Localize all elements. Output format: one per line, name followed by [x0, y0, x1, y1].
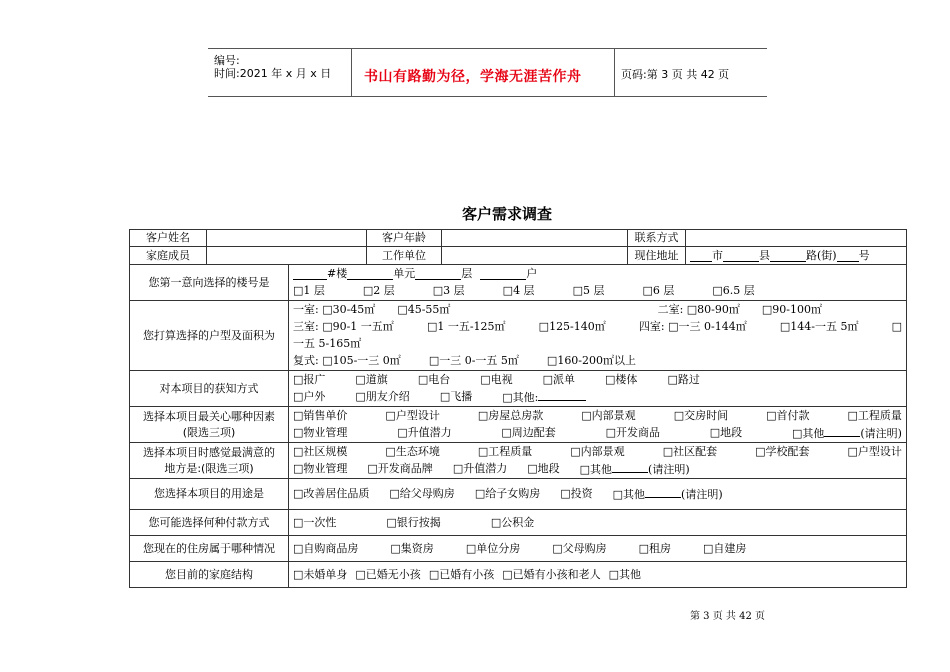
header-top-rule: [208, 48, 767, 49]
family-members-field[interactable]: [207, 247, 367, 265]
building-options: [289, 265, 907, 301]
concern-option[interactable]: □升值潜力: [397, 426, 452, 439]
family-structure-option[interactable]: □已婚有小孩和老人: [502, 567, 601, 581]
source-option[interactable]: □报广: [293, 373, 326, 386]
header-number-label: 编号:: [214, 54, 240, 67]
payment-options: [289, 510, 907, 536]
concern-question-label: [130, 407, 289, 443]
table-row: [130, 230, 907, 247]
table-row: [130, 371, 907, 407]
source-option-other[interactable]: □其他:: [502, 390, 539, 404]
concern-option[interactable]: □地段: [709, 426, 743, 439]
address-road: 路(街): [806, 248, 837, 262]
source-option[interactable]: □户外: [293, 390, 326, 403]
purpose-option[interactable]: □改善居住品质: [293, 487, 370, 500]
source-option[interactable]: □派单: [542, 373, 576, 386]
header-time-label: 时间:2021 年 x 月 x 日: [214, 67, 332, 80]
household-field[interactable]: 户: [526, 267, 538, 280]
table-row: [130, 301, 907, 371]
layout-option[interactable]: □160-200㎡以上: [546, 354, 637, 367]
family-structure-question-label: 您目前的家庭结构: [130, 562, 289, 588]
concern-option[interactable]: □开发商品: [605, 426, 660, 439]
satisfied-other-field[interactable]: [612, 461, 648, 473]
concern-other-field[interactable]: [824, 425, 860, 437]
family-structure-option[interactable]: □已婚无小孩: [355, 567, 421, 581]
building-field[interactable]: #楼: [327, 267, 348, 280]
family-structure-option[interactable]: □其他: [608, 567, 642, 581]
payment-option[interactable]: □一次性: [293, 515, 337, 529]
family-structure-options: [289, 562, 907, 588]
source-option[interactable]: □电台: [417, 373, 451, 386]
layout-option[interactable]: □1 一五-125㎡: [426, 320, 506, 333]
header-divider-left: [351, 48, 352, 96]
purpose-option[interactable]: □投资: [560, 487, 593, 500]
satisfied-options: [289, 443, 907, 479]
concern-label-line1: 选择本项目最关心哪种因素: [143, 409, 275, 423]
unit-field[interactable]: 单元: [393, 267, 416, 280]
work-unit-label: 工作单位: [367, 247, 442, 265]
purpose-question-label: 您选择本项目的用途是: [130, 479, 289, 510]
table-row: [130, 247, 907, 265]
family-structure-option[interactable]: □已婚有小孩: [428, 567, 495, 581]
customer-name-field[interactable]: [207, 230, 367, 247]
page-footer: 第 3 页 共 42 页: [690, 611, 765, 622]
header-page-label: 页码:第 3 页 共 42 页: [621, 68, 730, 81]
contact-label: 联系方式: [628, 230, 686, 247]
survey-table: [129, 229, 907, 588]
header-bottom-rule: [208, 96, 767, 97]
satisfied-other-note: (请注明): [648, 462, 690, 476]
layout-question-label: 您打算选择的户型及面积为: [130, 301, 289, 371]
concern-options: [289, 407, 907, 443]
satisfied-option[interactable]: □社区规模: [293, 445, 348, 458]
floor-option[interactable]: □4 层: [502, 284, 535, 297]
concern-other-note: (请注明): [860, 426, 902, 440]
floor-option[interactable]: □5 层: [572, 284, 605, 297]
layout-option-continued: 一五 5-165㎡: [293, 337, 362, 350]
satisfied-option[interactable]: □工程质量: [477, 445, 533, 458]
address-label: 现住地址: [628, 247, 686, 265]
layout-options: [289, 301, 907, 371]
housing-question-label: 您现在的住房属于哪种情况: [130, 536, 289, 562]
concern-option[interactable]: □首付款: [766, 409, 810, 422]
housing-option[interactable]: □自购商品房: [293, 541, 359, 555]
layout-option[interactable]: 复式: □105-一三 0㎡: [293, 354, 401, 367]
payment-question-label: 您可能选择何种付款方式: [130, 510, 289, 536]
source-option[interactable]: □朋友介绍: [355, 390, 410, 403]
concern-option[interactable]: □物业管理: [293, 426, 348, 439]
source-option[interactable]: □电视: [480, 373, 513, 386]
satisfied-option[interactable]: □社区配套: [662, 445, 718, 458]
header-motto: 书山有路勤为径，学海无涯苦作舟: [364, 69, 582, 85]
source-question-label: 对本项目的获知方式: [130, 371, 289, 407]
satisfied-option[interactable]: □内部景观: [570, 445, 625, 458]
floor-field[interactable]: 层: [461, 267, 473, 280]
source-option[interactable]: □飞播: [439, 390, 473, 403]
layout-option[interactable]: □125-140㎡: [538, 320, 606, 333]
address-county: 县: [759, 248, 770, 262]
satisfied-option[interactable]: □地段: [527, 462, 560, 475]
layout-option[interactable]: □144-一五 5㎡: [779, 320, 859, 333]
concern-option[interactable]: □工程质量: [847, 409, 902, 422]
page-title: 客户需求调查: [462, 205, 553, 223]
building-question-label: 您第一意向选择的楼号是: [130, 265, 289, 301]
table-row: [130, 562, 907, 588]
satisfied-option[interactable]: □生态环境: [385, 445, 440, 458]
layout-option[interactable]: □一三 0-一五 5㎡: [428, 354, 519, 367]
layout-option[interactable]: □45-55㎡: [397, 303, 451, 316]
source-option[interactable]: □路过: [667, 373, 700, 386]
address-number: 号: [858, 248, 870, 262]
source-options: [289, 371, 907, 407]
layout-option[interactable]: □: [891, 320, 902, 333]
family-structure-option[interactable]: □未婚单身: [293, 567, 348, 581]
concern-option[interactable]: □销售单价: [293, 409, 348, 422]
floor-option[interactable]: □6 层: [642, 284, 675, 297]
customer-age-label: 客户年龄: [367, 230, 442, 247]
floor-option[interactable]: □2 层: [362, 284, 395, 297]
address-field[interactable]: [686, 247, 907, 265]
floor-option[interactable]: □6.5 层: [712, 284, 755, 297]
purpose-option[interactable]: □给子女购房: [474, 487, 541, 500]
table-row: [130, 479, 907, 510]
address-city: 市: [712, 248, 723, 262]
family-members-label: 家庭成员: [130, 247, 207, 265]
layout-option[interactable]: 四室: □一三 0-144㎡: [638, 320, 747, 333]
satisfied-label-line2: 地方是:(限选三项): [164, 461, 254, 475]
satisfied-option[interactable]: □物业管理: [293, 462, 348, 475]
table-row: [130, 265, 907, 301]
purpose-other-note: (请注明): [681, 487, 723, 501]
payment-option[interactable]: □公积金: [490, 515, 535, 529]
housing-option[interactable]: □集资房: [390, 541, 434, 555]
housing-option[interactable]: □自建房: [703, 541, 747, 555]
housing-option[interactable]: □单位分房: [465, 541, 521, 555]
source-other-field[interactable]: [538, 389, 586, 401]
satisfied-option[interactable]: □学校配套: [755, 445, 810, 458]
floor-option[interactable]: □3 层: [432, 284, 465, 297]
header-divider-right: [614, 48, 615, 96]
table-row: [130, 407, 907, 443]
concern-option[interactable]: □交房时间: [673, 409, 729, 422]
source-option[interactable]: □楼体: [605, 373, 638, 386]
table-row: [130, 536, 907, 562]
payment-option[interactable]: □银行按揭: [386, 515, 441, 529]
table-row: [130, 443, 907, 479]
contact-field[interactable]: [686, 230, 907, 247]
concern-option-other[interactable]: □其他: [791, 426, 825, 440]
satisfied-option-other[interactable]: □其他: [579, 462, 613, 476]
purpose-option[interactable]: □给父母购房: [389, 487, 455, 500]
customer-age-field[interactable]: [442, 230, 628, 247]
concern-option[interactable]: □户型设计: [385, 409, 440, 422]
concern-option[interactable]: □内部景观: [581, 409, 636, 422]
concern-label-line2: (限选三项): [182, 425, 236, 439]
source-option[interactable]: □道旗: [355, 373, 388, 386]
purpose-option-other[interactable]: □其他: [612, 487, 646, 501]
layout-option[interactable]: 二室: □80-90㎡: [657, 303, 740, 316]
layout-option[interactable]: □90-100㎡: [761, 303, 822, 316]
customer-name-label: 客户姓名: [130, 230, 207, 247]
concern-option[interactable]: □周边配套: [501, 426, 556, 439]
satisfied-option[interactable]: □升值潜力: [452, 462, 508, 475]
satisfied-option[interactable]: □开发商品牌: [367, 462, 433, 475]
housing-option[interactable]: □租房: [638, 541, 672, 555]
layout-option[interactable]: 三室: □90-1 一五㎡: [293, 320, 394, 333]
housing-option[interactable]: □父母购房: [552, 541, 607, 555]
concern-option[interactable]: □房屋总房款: [477, 409, 544, 422]
satisfied-question-label: [130, 443, 289, 479]
work-unit-field[interactable]: [442, 247, 628, 265]
purpose-other-field[interactable]: [645, 486, 681, 498]
table-row: [130, 510, 907, 536]
purpose-options: [289, 479, 907, 510]
satisfied-label-line1: 选择本项目时感觉最满意的: [143, 445, 275, 459]
layout-option[interactable]: 一室: □30-45㎡: [293, 303, 376, 316]
floor-option[interactable]: □1 层: [293, 284, 325, 297]
satisfied-option[interactable]: □户型设计: [847, 445, 902, 458]
housing-options: [289, 536, 907, 562]
